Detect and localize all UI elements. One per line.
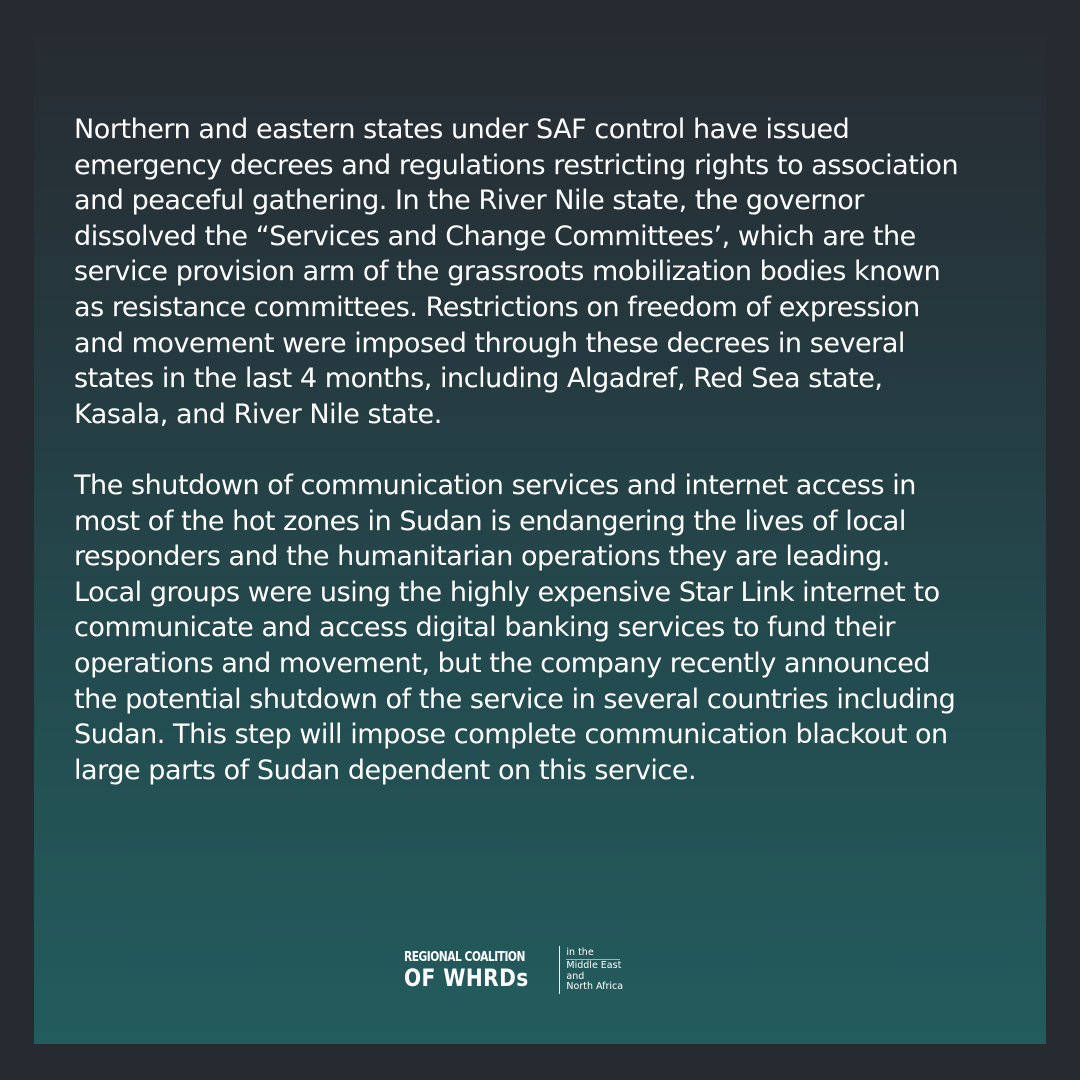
paragraph-1-line: and peaceful gathering. In the River Nile state, the governor <box>74 185 864 217</box>
paragraph-1-line: Northern and eastern states under SAF control have issued <box>74 114 850 145</box>
paragraph-2 <box>74 468 1034 788</box>
paragraph-1-line: states in the last 4 months, including Algadref, Red Sea state, <box>74 363 883 395</box>
paragraph-2-line: the potential shutdown of the service in several countries including <box>74 683 956 715</box>
paragraph-1-line: Kasala, and River Nile state. <box>74 398 442 430</box>
paragraph-1 <box>74 112 1034 432</box>
paragraph-1-line: dissolved the “Services and Change Committees’, which are the <box>74 220 916 252</box>
coalition-logo <box>404 944 623 996</box>
paragraph-2-line: responders and the humanitarian operations they are leading. <box>74 541 890 573</box>
logo-wordmark <box>404 944 559 996</box>
paragraph-1-line: and movement were imposed through these decrees in several <box>74 327 905 359</box>
logo-sub-3: and <box>566 970 585 982</box>
logo-sub-1: in the <box>566 946 594 958</box>
logo-line-1: REGIONAL COALITION <box>404 949 525 965</box>
paragraph-2-line: Local groups were using the highly expensive Star Link internet to <box>74 576 940 608</box>
logo-sub-4: North Africa <box>566 981 624 992</box>
article-body <box>74 112 1034 788</box>
paragraph-2-line: operations and movement, but the company recently announced <box>74 647 931 679</box>
paragraph-2-line: Sudan. This step will impose complete communication blackout on <box>74 719 948 751</box>
paragraph-1-line: as resistance committees. Restrictions on freedom of expression <box>74 291 920 323</box>
logo-sub-2: Middle East <box>566 960 622 971</box>
content-panel <box>34 36 1046 1044</box>
paragraph-2-line: most of the hot zones in Sudan is endangering the lives of local <box>74 505 906 537</box>
paragraph-1-line: emergency decrees and regulations restricting rights to association <box>74 149 959 181</box>
paragraph-2-line: communicate and access digital banking services to fund their <box>74 612 896 644</box>
logo-line-2: OF WHRDs <box>404 963 529 992</box>
paragraph-2-line: The shutdown of communication services and internet access in <box>74 469 916 501</box>
logo-region <box>560 944 623 996</box>
paragraph-2-line: large parts of Sudan dependent on this service. <box>74 754 697 786</box>
paragraph-1-line: service provision arm of the grassroots mobilization bodies known <box>74 256 941 288</box>
